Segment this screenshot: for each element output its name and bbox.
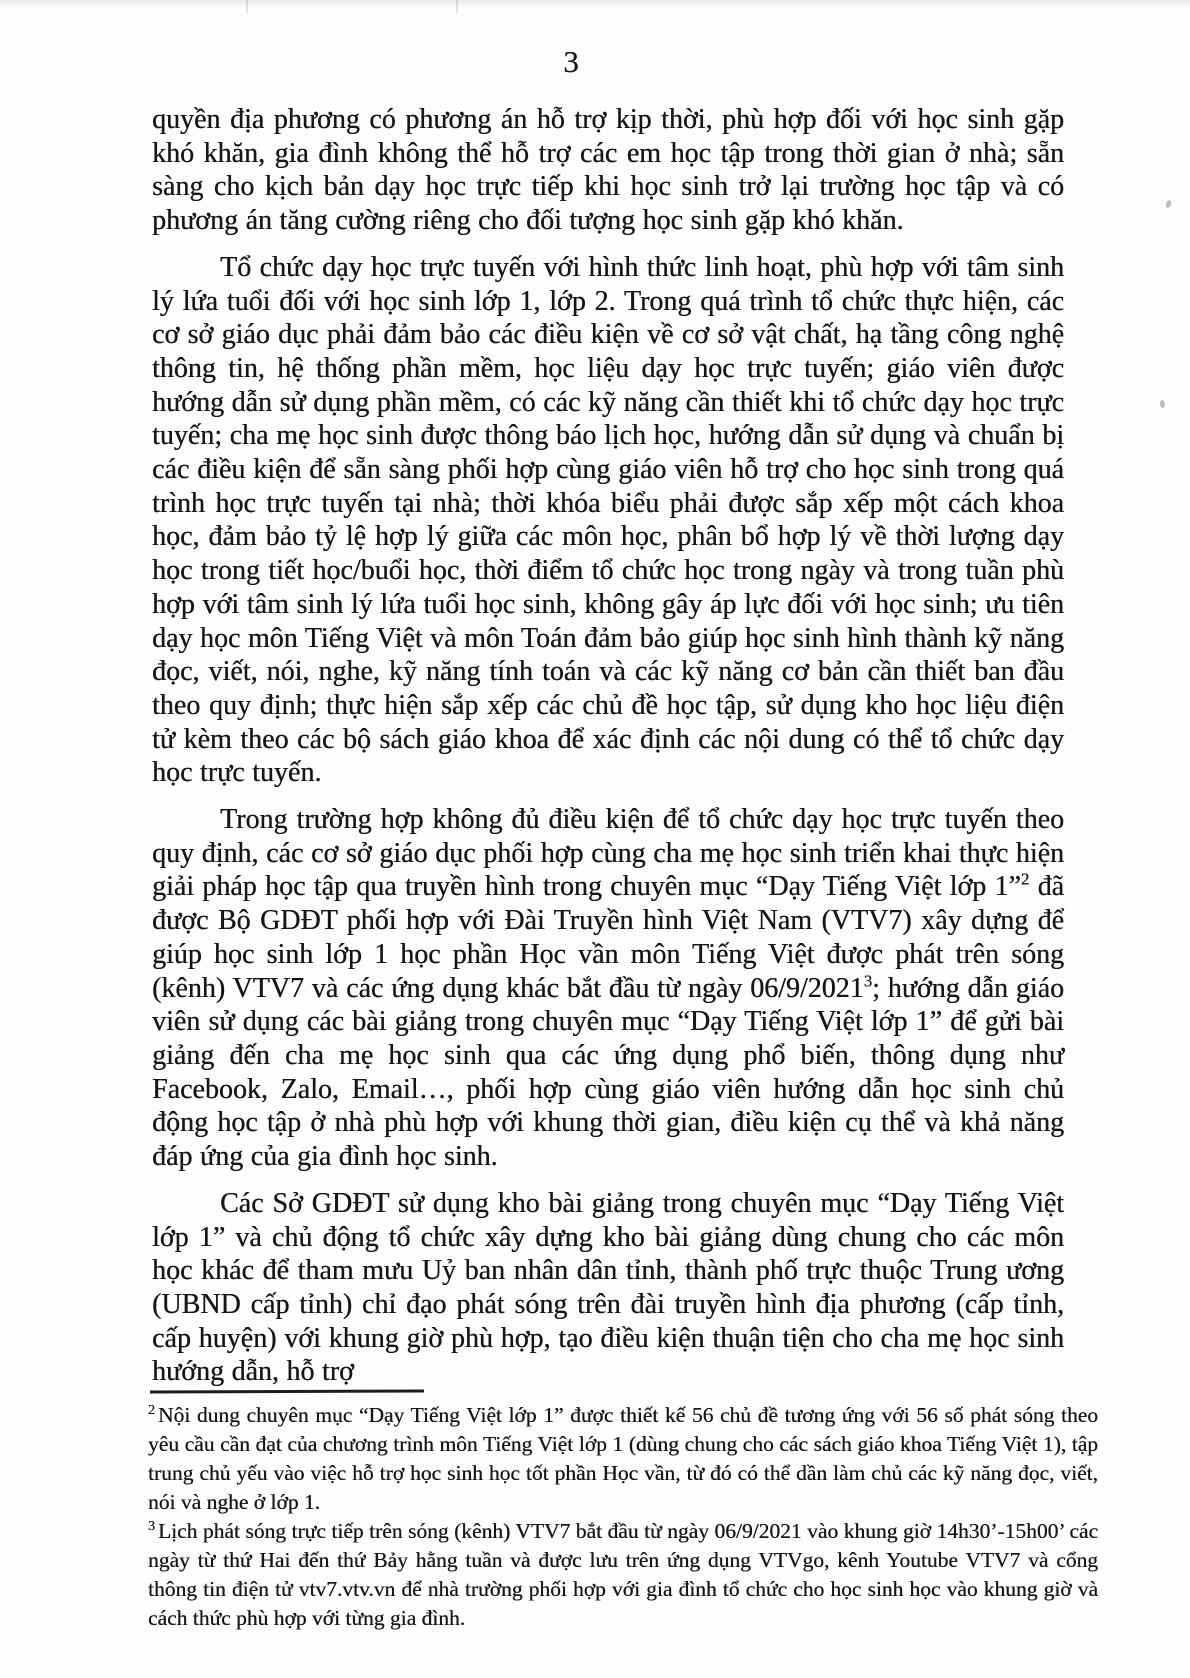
scan-speck-artifact [1159,400,1166,409]
footnote-3 [148,1517,1098,1633]
paragraph-4 [152,1187,1064,1389]
paragraph-2 [152,251,1064,790]
paragraph-4-text: Các Sở GDĐT sử dụng kho bài giảng trong chuyên mục “Dạy Tiếng Việt lớp 1” và chủ động tổ chức xây dựng kho bài giảng dùng chung cho các môn học khác để tham mưu Uỷ ban nhân dân tỉnh, thành phố trực thuộc Trung ương (UBND cấp tỉnh) chỉ đạo phát sóng trên đài truyền hình địa phương (cấp tỉnh, cấp huyện) với khung giờ phù hợp, tạo điều kiện thuận tiện cho cha mẹ học sinh hướng dẫn, hỗ trợ [152,1187,1064,1388]
paragraph-3-text-3: ; hướng dẫn giáo viên sử dụng các bài giảng trong chuyên mục “Dạy Tiếng Việt lớp 1” để gửi bài giảng đến cha mẹ học sinh qua các ứng dụng phổ biến, thông dụng như Facebook, Zalo, Email…, phối hợp cùng giáo viên hướng dẫn học sinh chủ động học tập ở nhà phù hợp với khung thời gian, điều kiện cụ thể và khả năng đáp ứng của gia đình học sinh. [152,972,1064,1173]
scan-artifact [456,0,458,13]
paragraph-2-text: Tổ chức dạy học trực tuyến với hình thức linh hoạt, phù hợp với tâm sinh lý lứa tuổi đối với học sinh lớp 1, lớp 2. Trong quá trình tổ chức thực hiện, các cơ sở giáo dục phải đảm bảo các điều kiện về cơ sở vật chất, hạ tầng công nghệ thông tin, hệ thống phần mềm, học liệu dạy học trực tuyến; giáo viên được hướng dẫn sử dụng phần mềm, có các kỹ năng cần thiết khi tổ chức dạy học trực tuyến; cha mẹ học sinh được thông báo lịch học, hướng dẫn sử dụng và chuẩn bị các điều kiện để sẵn sàng phối hợp cùng giáo viên hỗ trợ cho học sinh trong quá trình học trực tuyến tại nhà; thời khóa biểu phải được sắp xếp một cách khoa học, đảm bảo tỷ lệ hợp lý giữa các môn học, phân bổ hợp lý về thời lượng dạy học trong tiết học/buổi học, thời điểm tổ chức học trong ngày và trong tuần phù hợp với tâm sinh lý lứa tuổi học sinh, không gây áp lực đối với học sinh; ưu tiên dạy học môn Tiếng Việt và môn Toán đảm bảo giúp học sinh hình thành kỹ năng đọc, viết, nói, nghe, kỹ năng tính toán và các kỹ năng cơ bản cần thiết ban đầu theo quy định; thực hiện sắp xếp các chủ đề học tập, sử dụng kho học liệu điện tử kèm theo các bộ sách giáo khoa để xác định các nội dung có thể tổ chức dạy học trực tuyến. [152,251,1064,789]
scan-artifact [246,0,248,13]
footnote-2 [148,1401,1098,1517]
paragraph-3 [152,803,1064,1174]
footnote-3-marker: 3 [148,1518,155,1534]
paragraph-1-text: quyền địa phương có phương án hỗ trợ kịp thời, phù hợp đối với học sinh gặp khó khăn, gia đình không thể hỗ trợ các em học tập trong thời gian ở nhà; sẵn sàng cho kịch bản dạy học trực tiếp khi học sinh trở lại trường học tập và có phương án tăng cường riêng cho đối tượng học sinh gặp khó khăn. [152,104,1064,237]
paragraph-1 [152,103,1064,238]
footnote-separator-line [150,1390,424,1394]
paragraph-3-text-1: Trong trường hợp không đủ điều kiện để tổ chức dạy học trực tuyến theo quy định, các cơ sở giáo dục phối hợp cùng cha mẹ học sinh triển khai thực hiện giải pháp học tập qua truyền hình trong chuyên mục “Dạy Tiếng Việt lớp 1” [152,804,1064,903]
paragraph-3-text-2: đã được Bộ GDĐT phối hợp với Đài Truyền hình Việt Nam (VTV7) xây dựng để giúp học sinh lớp 1 học phần Học vần môn Tiếng Việt được phát trên sóng (kênh) VTV7 và các ứng dụng khác bắt đầu từ ngày 06/9/2021 [152,871,1064,1004]
scan-edge-artifact [0,0,1190,9]
page-number: 3 [563,44,579,79]
footnotes-section [148,1401,1098,1633]
document-body [152,103,1064,1389]
footnote-3-text: Lịch phát sóng trực tiếp trên sóng (kênh) VTV7 bắt đầu từ ngày 06/9/2021 vào khung giờ 14h30’-15h00’ các ngày từ thứ Hai đến thứ Bảy hằng tuần và được lưu trên ứng dụng VTVgo, kênh Youtube VTV7 và cổng thông tin điện tử vtv7.vtv.vn để nhà trường phối hợp với gia đình tổ chức cho học sinh học vào khung giờ và cách thức phù hợp với từng gia đình. [148,1519,1098,1630]
footnote-ref-3: 3 [863,971,873,991]
scan-speck-artifact [1165,199,1172,208]
footnote-2-text: Nội dung chuyên mục “Dạy Tiếng Việt lớp 1” được thiết kế 56 chủ đề tương ứng với 56 số phát sóng theo yêu cầu cần đạt của chương trình môn Tiếng Việt lớp 1 (dùng chung cho các sách giáo khoa Tiếng Việt 1), tập trung chủ yếu vào việc hỗ trợ học sinh học tốt phần Học vần, từ đó có thể dần làm chủ các kỹ năng đọc, viết, nói và nghe ở lớp 1. [148,1403,1098,1514]
footnote-ref-2: 2 [1020,870,1030,890]
footnote-2-marker: 2 [148,1402,155,1418]
